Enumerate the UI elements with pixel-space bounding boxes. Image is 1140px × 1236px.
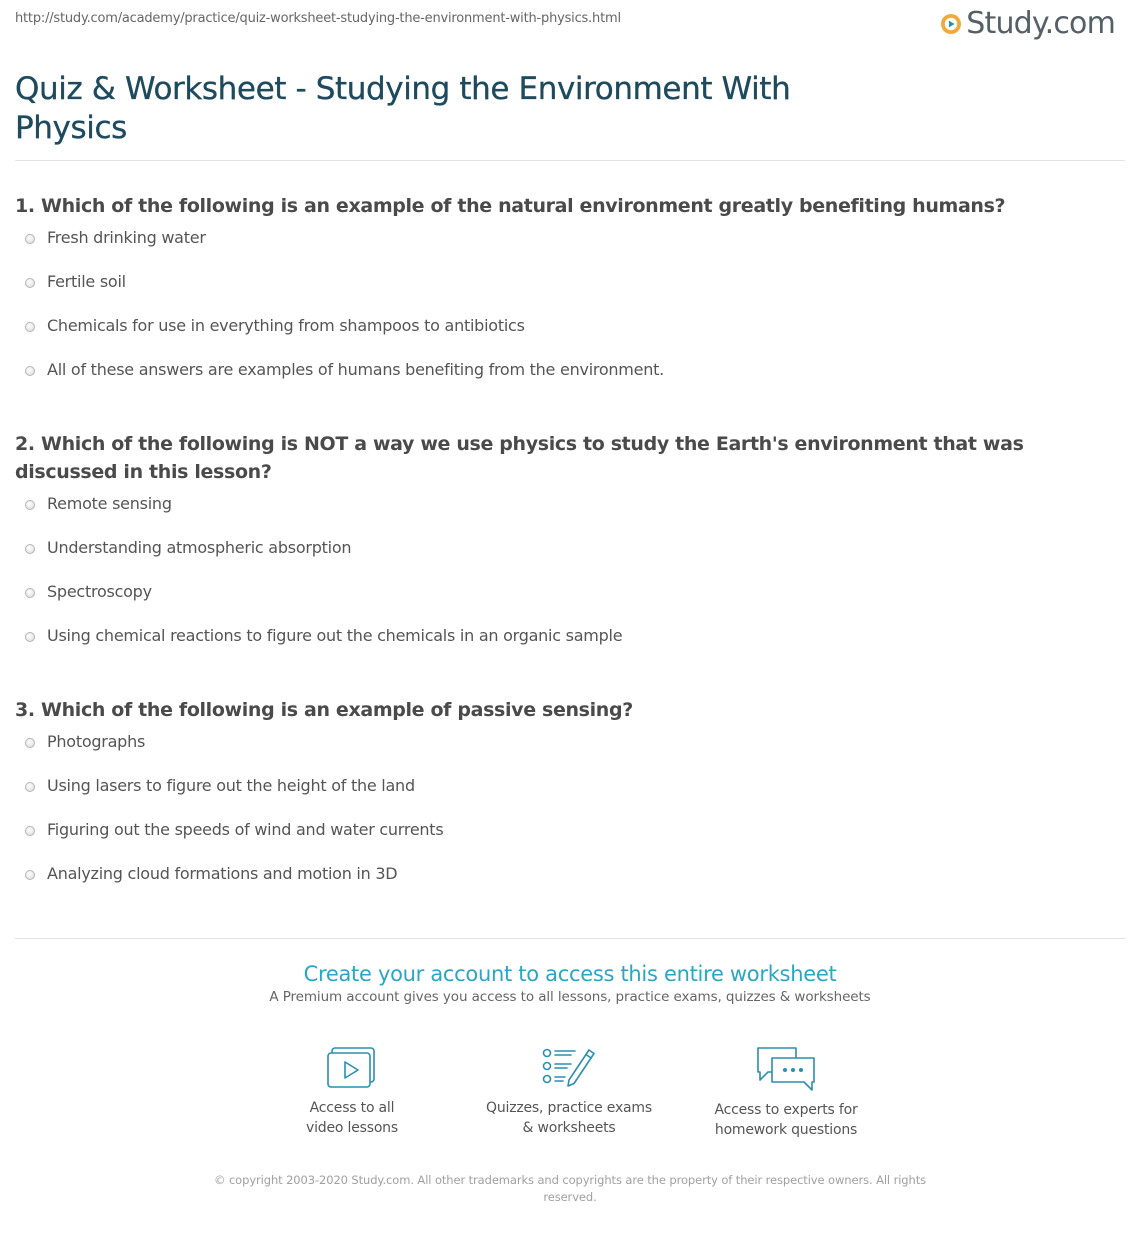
answer-option[interactable]	[15, 360, 1125, 410]
feature-label-line: Access to all	[309, 1100, 395, 1116]
radio-button[interactable]	[25, 544, 35, 554]
feature-label	[479, 1098, 659, 1138]
radio-button[interactable]	[25, 826, 35, 836]
answer-label[interactable]: Photographs	[47, 732, 146, 751]
answer-list	[15, 494, 1125, 676]
page-title: Quiz & Worksheet - Studying the Environment With Physics	[15, 71, 791, 146]
answer-option[interactable]	[15, 228, 1125, 278]
answer-label[interactable]: All of these answers are examples of humans benefiting from the environment.	[47, 360, 664, 379]
play-circle-icon	[940, 13, 962, 35]
answer-label[interactable]: Using chemical reactions to figure out the chemicals in an organic sample	[47, 626, 623, 645]
answer-label[interactable]: Fresh drinking water	[47, 228, 206, 247]
answer-label[interactable]: Understanding atmospheric absorption	[47, 538, 352, 557]
title-divider	[15, 160, 1125, 161]
radio-button[interactable]	[25, 870, 35, 880]
radio-button[interactable]	[25, 322, 35, 332]
answer-label[interactable]: Remote sensing	[47, 494, 172, 513]
answer-label[interactable]: Analyzing cloud formations and motion in 3D	[47, 864, 398, 883]
feature-video-lessons	[262, 1044, 442, 1138]
question-text: 3. Which of the following is an example of passive sensing?	[15, 699, 633, 721]
radio-button[interactable]	[25, 366, 35, 376]
feature-label	[262, 1098, 442, 1138]
study-logo[interactable]	[940, 6, 1115, 42]
quiz-list-icon	[541, 1044, 597, 1090]
question-1	[15, 192, 1125, 410]
answer-label[interactable]: Fertile soil	[47, 272, 126, 291]
cta-divider	[15, 938, 1125, 939]
answer-label[interactable]: Spectroscopy	[47, 582, 152, 601]
feature-label-line: Quizzes, practice exams	[486, 1100, 652, 1116]
feature-label-line: video lessons	[306, 1120, 398, 1136]
question-2	[15, 430, 1125, 676]
top-bar	[15, 0, 1125, 60]
feature-label-line: homework questions	[714, 1122, 858, 1138]
radio-button[interactable]	[25, 782, 35, 792]
feature-label-line: Access to experts for	[714, 1102, 858, 1118]
feature-label	[696, 1100, 876, 1140]
signup-cta	[0, 960, 1140, 1005]
radio-button[interactable]	[25, 738, 35, 748]
radio-button[interactable]	[25, 632, 35, 642]
answer-label[interactable]: Chemicals for use in everything from shampoos to antibiotics	[47, 316, 525, 335]
question-3	[15, 696, 1125, 914]
cta-title-link[interactable]: Create your account to access this entire worksheet	[303, 962, 837, 986]
feature-label-line: & worksheets	[522, 1120, 616, 1136]
radio-button[interactable]	[25, 234, 35, 244]
feature-quizzes	[479, 1044, 659, 1138]
radio-button[interactable]	[25, 500, 35, 510]
question-text: 1. Which of the following is an example of the natural environment greatly benefiting humans?	[15, 195, 1006, 217]
video-lessons-icon	[326, 1044, 378, 1090]
answer-list	[15, 732, 1125, 914]
copyright-notice: © copyright 2003-2020 Study.com. All other trademarks and copyrights are the property of their respective owners. All rights reserved.	[214, 1173, 926, 1204]
logo-text: Study.com	[966, 6, 1115, 41]
answer-option[interactable]	[15, 538, 1125, 588]
radio-button[interactable]	[25, 588, 35, 598]
page-url: http://study.com/academy/practice/quiz-worksheet-studying-the-environment-with-physics.html	[15, 11, 621, 26]
answer-option[interactable]	[15, 626, 1125, 676]
question-list	[15, 192, 1125, 914]
answer-label[interactable]: Using lasers to figure out the height of the land	[47, 776, 415, 795]
chat-bubbles-icon	[754, 1044, 818, 1092]
feature-experts	[696, 1044, 876, 1140]
answer-option[interactable]	[15, 864, 1125, 914]
cta-subtitle: A Premium account gives you access to all lessons, practice exams, quizzes & worksheets	[269, 989, 871, 1005]
answer-label[interactable]: Figuring out the speeds of wind and water currents	[47, 820, 444, 839]
answer-list	[15, 228, 1125, 410]
radio-button[interactable]	[25, 278, 35, 288]
question-text: 2. Which of the following is NOT a way we use physics to study the Earth's environment that was discussed in this lesson?	[15, 433, 1024, 483]
